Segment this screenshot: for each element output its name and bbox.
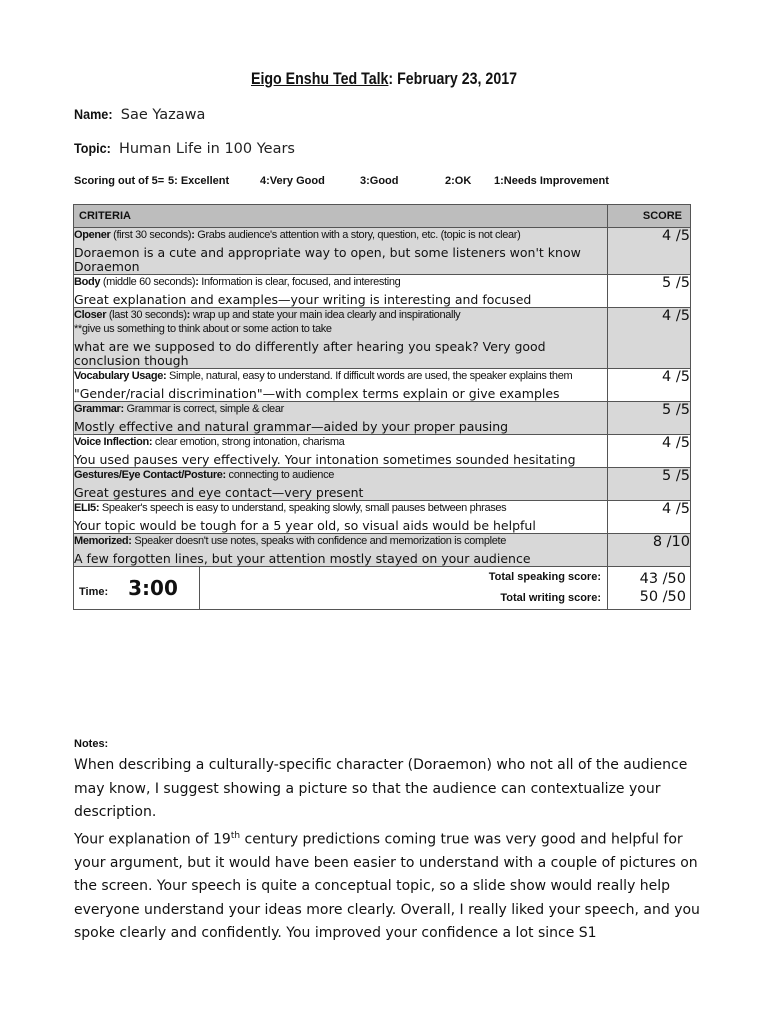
score-cell: 8 /10: [608, 534, 691, 567]
criteria-description: [74, 308, 607, 322]
topic-label: Topic:: [74, 140, 111, 156]
time-cell: [74, 567, 200, 610]
table-row: [74, 402, 691, 435]
criteria-description: [74, 435, 607, 449]
table-row: [74, 308, 691, 369]
table-row: [74, 468, 691, 501]
score-cell: 5 /5: [608, 468, 691, 501]
teacher-comment: A few forgotten lines, but your attention mostly stayed on your audience: [74, 551, 531, 566]
name-label: Name:: [74, 106, 113, 122]
total-speaking-label: Total speaking score:: [488, 571, 601, 583]
rubric-rows: [74, 228, 691, 567]
criteria-cell: [74, 468, 608, 501]
total-writing-score: 50 /50: [639, 589, 686, 605]
criteria-name: Grammar:: [74, 403, 124, 415]
time-label: Time:: [79, 586, 109, 598]
topic-line: [74, 140, 295, 158]
criteria-cell: [74, 308, 608, 369]
criteria-description: [74, 468, 607, 482]
criteria-colon: :: [191, 229, 195, 241]
criteria-cell: [74, 435, 608, 468]
notes-paragraph-2: [74, 825, 714, 946]
totals-values: [608, 567, 691, 610]
title-underlined: Eigo Enshu Ted Talk: [250, 70, 389, 88]
page-title: [54, 70, 714, 89]
teacher-comment: what are we supposed to do differently after hearing you speak? Very good conclusion though: [74, 339, 546, 368]
notes-p2-start: Your explanation of 19: [74, 831, 231, 848]
criteria-cell: [74, 534, 608, 567]
criteria-cell: [74, 501, 608, 534]
totals-labels: [200, 567, 608, 610]
total-speaking-score: 43 /50: [639, 571, 686, 587]
criteria-name: Gestures/Eye Contact/Posture:: [74, 469, 226, 481]
criteria-name: ELI5:: [74, 502, 100, 514]
criteria-name: Body: [74, 276, 101, 288]
criteria-description: [74, 402, 607, 416]
scoring-level-5: 5: Excellent: [168, 175, 230, 187]
criteria-text: wrap up and state your main idea clearly and inspirationally: [190, 309, 461, 321]
criteria-cell: [74, 402, 608, 435]
criteria-description: [74, 501, 607, 515]
criteria-text: Grabs audience's attention with a story, question, etc. (topic is not clear): [194, 229, 521, 241]
teacher-comment: Great explanation and examples—your writing is interesting and focused: [74, 292, 532, 307]
scoring-level-2: 2:OK: [445, 175, 472, 187]
criteria-timing: (last 30 seconds): [106, 309, 187, 321]
teacher-comment: Great gestures and eye contact—very present: [74, 485, 364, 500]
criteria-timing: (first 30 seconds): [110, 229, 192, 241]
score-cell: 4 /5: [608, 369, 691, 402]
criteria-name: Voice Inflection:: [74, 436, 153, 448]
criteria-cell: [74, 369, 608, 402]
teacher-comment: Mostly effective and natural grammar—aided by your proper pausing: [74, 419, 509, 434]
score-cell: 4 /5: [608, 308, 691, 369]
teacher-comment: "Gender/racial discrimination"—with complex terms explain or give examples: [74, 386, 560, 401]
notes-p2-superscript: th: [230, 830, 241, 841]
teacher-comment: You used pauses very effectively. Your intonation sometimes sounded hesitating: [74, 452, 576, 467]
scoring-level-3: 3:Good: [360, 175, 399, 187]
criteria-description: [74, 534, 607, 548]
totals-row: [74, 567, 691, 610]
teacher-comment: Your topic would be tough for a 5 year old, so visual aids would be helpful: [74, 518, 536, 533]
criteria-text-extra: **give us something to think about or some action to take: [74, 323, 332, 335]
criteria-name: Memorized:: [74, 535, 132, 547]
criteria-description: [74, 228, 607, 242]
score-cell: 5 /5: [608, 402, 691, 435]
table-row: [74, 501, 691, 534]
score-cell: 4 /5: [608, 228, 691, 275]
scoring-intro: Scoring out of 5=: [74, 175, 165, 187]
title-date: : February 23, 2017: [388, 70, 518, 88]
criteria-text: clear emotion, strong intonation, charisma: [152, 436, 345, 448]
criteria-name: Vocabulary Usage:: [74, 370, 167, 382]
criteria-description: [74, 275, 607, 289]
table-header-row: [74, 205, 691, 228]
time-value: 3:00: [128, 576, 178, 600]
table-row: [74, 228, 691, 275]
criteria-name: Opener: [74, 229, 111, 241]
criteria-text: Speaker doesn't use notes, speaks with confidence and memorization is complete: [131, 535, 506, 547]
notes-paragraph-1: When describing a culturally-specific character (Doraemon) who not all of the audience may know, I suggest showing a picture so that the audience can contextualize your description.: [74, 757, 688, 820]
criteria-text: Simple, natural, easy to understand. If difficult words are used, the speaker explains them: [166, 370, 573, 382]
notes-p2-rest: century predictions coming true was very good and helpful for your argument, but it would have been easier to understand with a couple of pictures on the screen. Your speech is quite a conceptual topic, so a slide show would really help everyone understand your ideas more clearly. Overall, I really liked your speech, and you spoke clearly and confidently. You improved your confidence a lot since S1: [74, 831, 700, 942]
criteria-header: CRITERIA: [74, 205, 608, 228]
criteria-text: connecting to audience: [225, 469, 334, 481]
scoring-level-4: 4:Very Good: [260, 175, 325, 187]
name-line: [74, 106, 205, 124]
score-cell: 4 /5: [608, 435, 691, 468]
name-value: Sae Yazawa: [120, 107, 206, 123]
table-row: [74, 369, 691, 402]
notes-label: Notes:: [74, 738, 109, 750]
criteria-text: Grammar is correct, simple & clear: [123, 403, 284, 415]
total-writing-label: Total writing score:: [500, 592, 601, 604]
scoring-level-1: 1:Needs Improvement: [494, 175, 609, 187]
criteria-timing: (middle 60 seconds): [100, 276, 196, 288]
score-header: SCORE: [608, 205, 691, 228]
score-cell: 4 /5: [608, 501, 691, 534]
criteria-name: Closer: [74, 309, 107, 321]
criteria-description: [74, 369, 607, 383]
criteria-colon: :: [186, 309, 190, 321]
rubric-table: [73, 204, 691, 610]
criteria-colon: :: [195, 276, 199, 288]
criteria-text: Speaker's speech is easy to understand, speaking slowly, small pauses between phrases: [99, 502, 507, 514]
criteria-cell: [74, 228, 608, 275]
score-cell: 5 /5: [608, 275, 691, 308]
notes-body: [74, 754, 714, 946]
topic-value: Human Life in 100 Years: [118, 141, 295, 157]
criteria-text: Information is clear, focused, and interesting: [198, 276, 401, 288]
table-row: [74, 275, 691, 308]
table-row: [74, 534, 691, 567]
table-row: [74, 435, 691, 468]
teacher-comment: Doraemon is a cute and appropriate way to open, but some listeners won't know Doraemon: [74, 245, 581, 274]
criteria-cell: [74, 275, 608, 308]
